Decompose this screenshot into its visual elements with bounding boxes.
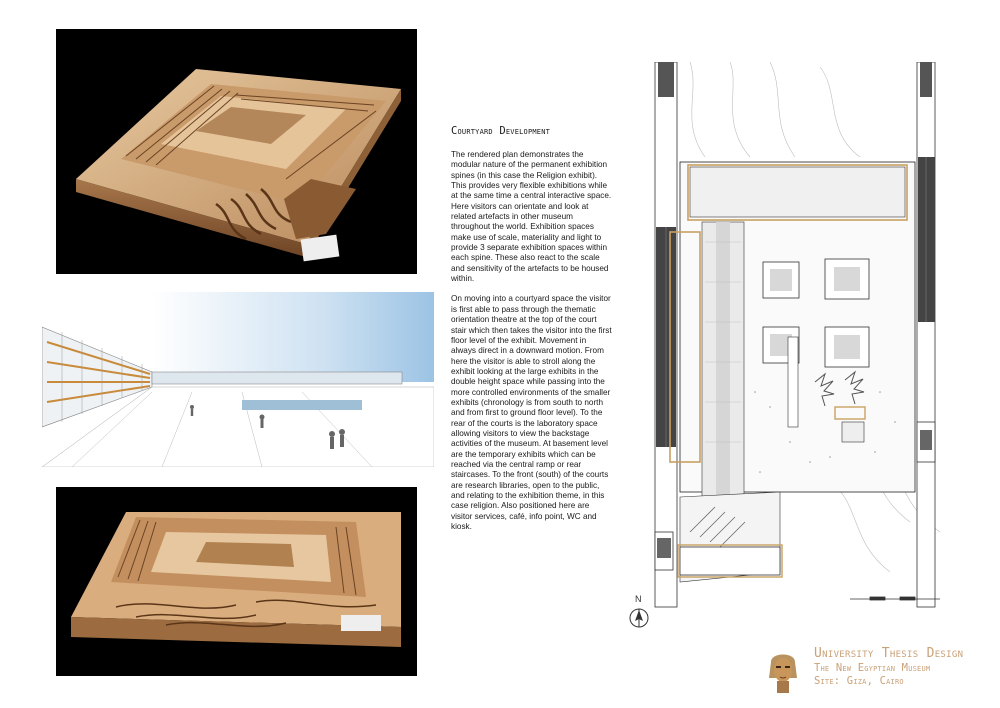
north-arrow [624, 594, 654, 631]
title-line-2: The New Egyptian Museum [814, 662, 931, 674]
paragraph-1: The rendered plan demonstrates the modular nature of the permanent exhibition spines (in this case the Religion exhibit). This provides very flexible exhibitions while at the same time a central interactive space. Here visitors can orientate and look at related artefacts in other museum throughout the world. Exhibition spaces make use of scale, materiality and light to provide 3 separate exhibition spaces within each spine. These also react to the scale and sensitivity of the artefacts to be housed within. [451, 150, 612, 284]
title-line-3: Site: Giza, Cairo [814, 675, 904, 687]
title-block [766, 646, 986, 702]
north-arrow-label: N [635, 594, 642, 604]
model-photo-bottom [56, 487, 417, 676]
pharaoh-head-icon [766, 648, 800, 694]
site-plan-drawing [620, 62, 950, 610]
perspective-sketch [42, 292, 434, 467]
section-heading: Courtyard Development [451, 125, 551, 137]
model-photo-top [56, 29, 417, 274]
courtyard-text-column [451, 125, 612, 542]
title-line-1: University Thesis Design [814, 646, 964, 661]
paragraph-2: On moving into a courtyard space the visitor is first able to pass through the thematic orientation theatre at the top of the court stair which then takes the visitor into the first floor level of the exhibit. Movement in always direct in a downward motion. From here the visitor is able to stroll along the exhibit looking at the large exhibits in the double height space while passing into the more controlled environments of the smaller exhibits (chronology is from south to north and from first to ground floor level). To the rear of the courts is the laboratory space allowing visitors to view the backstage activities of the museum. At basement level are the temporary exhibits which can be reached via the central ramp or rear staircases. To the front (south) of the courts are research libraries, open to the public, and relating to the exhibition theme, in this case religion. Also positioned here are visitor services, café, info point, WC and kiosk. [451, 294, 612, 532]
